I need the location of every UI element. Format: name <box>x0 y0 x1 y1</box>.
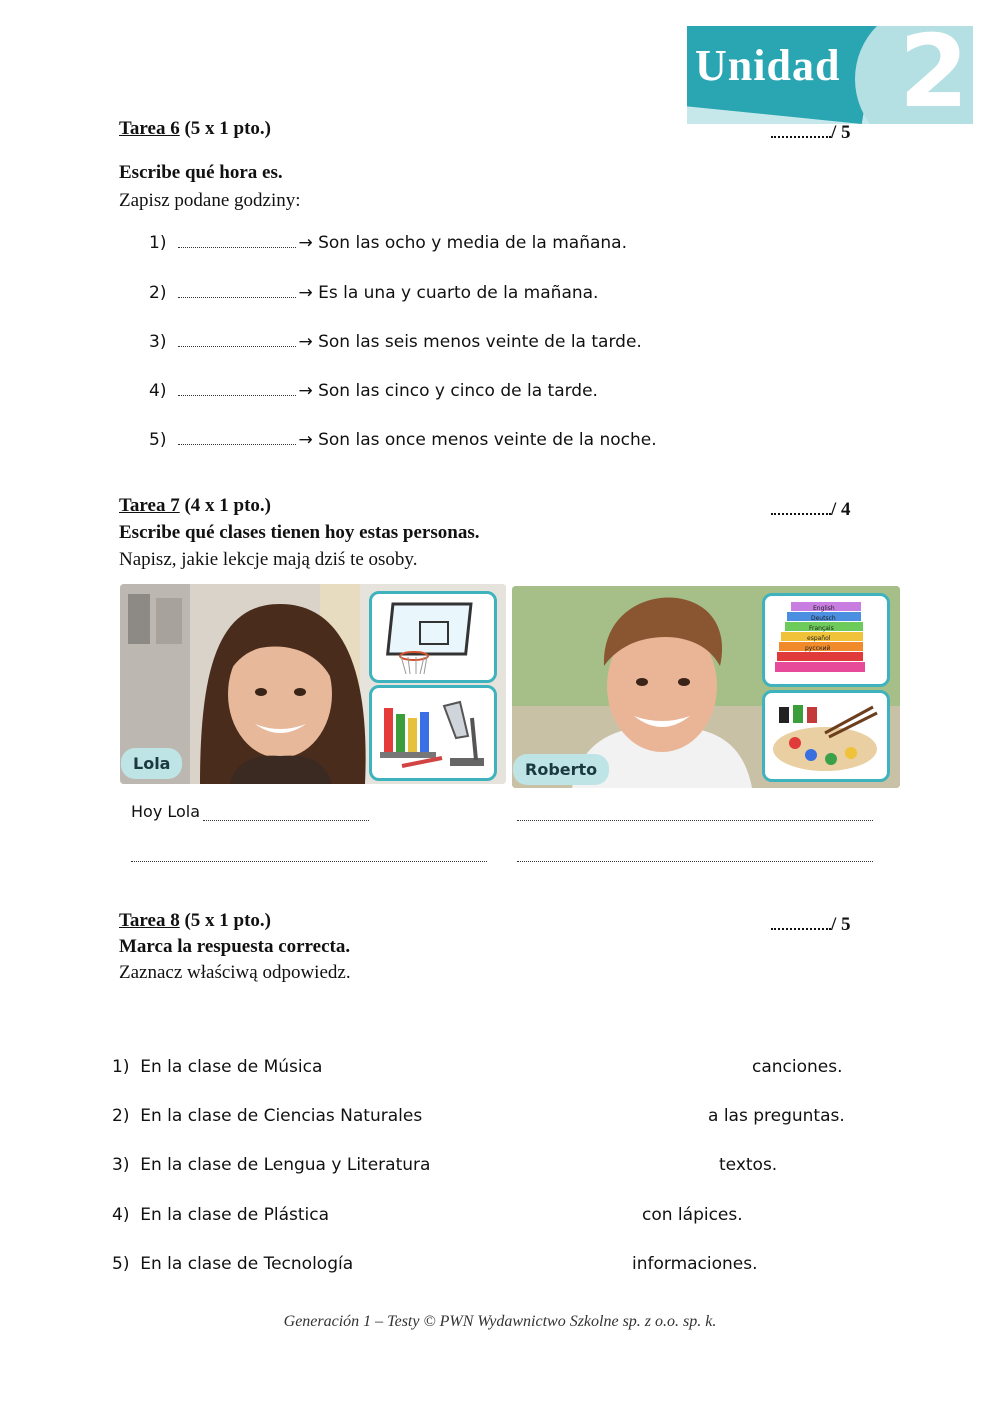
book-label: Français <box>809 625 834 632</box>
arrow-icon: → <box>298 233 313 253</box>
task8-item-5-end: informaciones. <box>632 1254 758 1274</box>
basketball-hoop-icon <box>369 591 497 683</box>
item-number: 1) <box>149 233 167 253</box>
task8-item-3-end: textos. <box>719 1155 778 1175</box>
book-label: English <box>813 605 835 612</box>
unit-label: Unidad <box>695 41 841 90</box>
item-number: 4) <box>112 1205 130 1225</box>
task6-item-1 <box>149 233 627 253</box>
task8-item-4-end: con lápices. <box>642 1205 743 1225</box>
task8-points: (5 x 1 pto.) <box>184 910 272 931</box>
unit-banner <box>687 26 973 124</box>
roberto-answer-line-2[interactable] <box>517 861 873 862</box>
item-number: 2) <box>112 1106 130 1126</box>
task7-score <box>771 497 851 521</box>
task7-points: (4 x 1 pto.) <box>184 495 272 516</box>
task6-score <box>771 120 851 144</box>
time-answer-blank[interactable] <box>178 283 296 298</box>
item-text: En la clase de Lengua y Literatura <box>140 1155 431 1175</box>
task8-instruction-es: Marca la respuesta correcta. <box>119 936 351 957</box>
task7-instruction-es: Escribe qué clases tienen hoy estas personas. <box>119 522 480 543</box>
task8-item-1-end: canciones. <box>752 1057 843 1077</box>
item-text: Son las cinco y cinco de la tarde. <box>318 381 598 401</box>
roberto-card <box>512 586 900 788</box>
task8-item-2-end: a las preguntas. <box>708 1106 845 1126</box>
arrow-icon: → <box>298 430 313 450</box>
task6-instruction-pl: Zapisz podane godziny: <box>119 190 301 211</box>
task8-instruction-pl: Zaznacz właściwą odpowiedz. <box>119 962 351 983</box>
lola-name-tag: Lola <box>121 748 182 779</box>
science-lab-icon <box>369 685 497 781</box>
paint-palette-icon <box>762 690 890 782</box>
task8-item-5 <box>112 1254 353 1274</box>
item-text: Son las once menos veinte de la noche. <box>318 430 657 450</box>
time-answer-blank[interactable] <box>178 381 296 396</box>
task7-title <box>119 495 271 517</box>
item-number: 2) <box>149 283 167 303</box>
book-label: español <box>807 635 831 642</box>
book-label: русский <box>805 645 831 652</box>
task8-score <box>771 912 851 936</box>
task6-score-total: / 5 <box>831 122 851 143</box>
task8-score-total: / 5 <box>831 914 851 935</box>
item-text: Son las seis menos veinte de la tarde. <box>318 332 642 352</box>
task6-number: Tarea 6 <box>119 118 180 139</box>
item-number: 1) <box>112 1057 130 1077</box>
task6-points: (5 x 1 pto.) <box>184 118 272 139</box>
task8-item-1 <box>112 1057 322 1077</box>
task6-item-5 <box>149 430 657 450</box>
task8-score-blank[interactable] <box>771 912 831 930</box>
item-number: 5) <box>149 430 167 450</box>
item-text: Es la una y cuarto de la mañana. <box>318 283 599 303</box>
language-books-icon <box>762 593 890 687</box>
lola-card <box>120 584 506 784</box>
task8-title <box>119 910 271 932</box>
task8-item-2 <box>112 1106 422 1126</box>
item-text: En la clase de Plástica <box>140 1205 329 1225</box>
item-text: En la clase de Tecnología <box>140 1254 354 1274</box>
task6-title <box>119 118 271 140</box>
task7-instruction-pl: Napisz, jakie lekcje mają dziś te osoby. <box>119 549 418 570</box>
task8-number: Tarea 8 <box>119 910 180 931</box>
task7-number: Tarea 7 <box>119 495 180 516</box>
task7-score-total: / 4 <box>831 499 851 520</box>
task8-item-3 <box>112 1155 430 1175</box>
task6-item-2 <box>149 283 598 303</box>
unit-number: 2 <box>899 26 969 124</box>
time-answer-blank[interactable] <box>178 332 296 347</box>
task6-score-blank[interactable] <box>771 120 831 138</box>
arrow-icon: → <box>298 332 313 352</box>
page-footer: Generación 1 – Testy © PWN Wydawnictwo Szkolne sp. z o.o. sp. k. <box>283 1313 717 1330</box>
item-number: 4) <box>149 381 167 401</box>
task6-item-4 <box>149 381 598 401</box>
task6-item-3 <box>149 332 642 352</box>
task8-item-4 <box>112 1205 329 1225</box>
roberto-name-tag: Roberto <box>513 754 609 785</box>
lola-answer-line-1[interactable] <box>203 820 369 821</box>
item-text: Son las ocho y media de la mañana. <box>318 233 627 253</box>
item-number: 5) <box>112 1254 130 1274</box>
item-text: En la clase de Música <box>140 1057 323 1077</box>
lola-answer-start: Hoy Lola <box>131 802 201 821</box>
time-answer-blank[interactable] <box>178 233 296 248</box>
arrow-icon: → <box>298 283 313 303</box>
time-answer-blank[interactable] <box>178 430 296 445</box>
book-label: Deutsch <box>811 615 836 622</box>
arrow-icon: → <box>298 381 313 401</box>
task7-score-blank[interactable] <box>771 497 831 515</box>
task6-instruction-es: Escribe qué hora es. <box>119 162 283 183</box>
item-number: 3) <box>149 332 167 352</box>
item-number: 3) <box>112 1155 130 1175</box>
roberto-answer-line-1[interactable] <box>517 820 873 821</box>
lola-answer-line-2[interactable] <box>131 861 487 862</box>
item-text: En la clase de Ciencias Naturales <box>140 1106 423 1126</box>
